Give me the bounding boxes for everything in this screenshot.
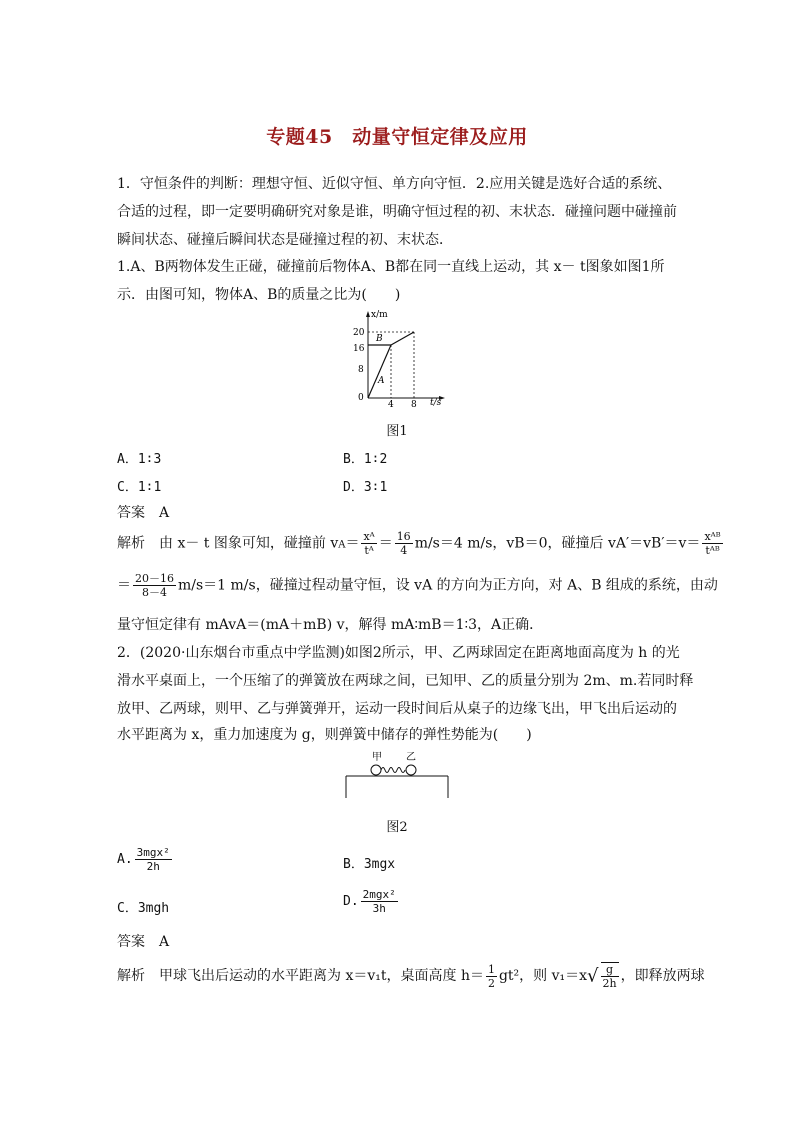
q1-analysis-p1-pre: 解析 由 x－ t 图象可知，碰撞前 v — [117, 535, 339, 552]
label-yi: 乙 — [406, 752, 416, 763]
q1-option-c: C．1∶1 — [117, 480, 162, 495]
page-title: 专题45 动量守恒定律及应用 — [266, 126, 528, 148]
q2-stem-line2: 滑水平桌面上，一个压缩了的弹簧放在两球之间，已知甲、乙的质量分别为 2m、m.若同时释 — [117, 673, 694, 689]
line-AB-after — [391, 332, 414, 345]
y-tick-8: 8 — [358, 365, 364, 375]
q1-analysis-p2-post: m/s＝1 m/s，碰撞过程动量守恒，设 vA 的方向为正方向，对 A、B 组成的系统，由动 — [178, 577, 718, 594]
figure1-xt-graph — [350, 308, 450, 408]
label-A: A — [378, 376, 385, 386]
q2-analysis-line1: 解析 甲球飞出后运动的水平距离为 x＝v₁t，桌面高度 h＝ $\frac{1}{2}$ gt²，则 v₁＝x√ $\frac{g}{2h}$ ，即释放两球 — [117, 962, 705, 990]
q2-frac-sqrt: $\frac{g}{2h}$ — [602, 963, 617, 990]
q1-frac-xa-ta: $\frac{\text{xᴬ}}{\text{tᴬ}}$ — [363, 530, 375, 557]
q1-frac-16-4: $\frac{16}{4}$ — [396, 530, 411, 557]
x-tick-8: 8 — [411, 400, 417, 408]
ball-jia — [371, 765, 381, 775]
q1-option-d: D．3∶1 — [343, 480, 388, 495]
y-tick-20: 20 — [353, 328, 365, 338]
figure1-caption: 图1 — [386, 424, 408, 439]
label-jia: 甲 — [372, 752, 382, 763]
q2-option-d: D. $\frac{\text{2mgx²}}{3h}$ — [343, 888, 396, 915]
figure2-table-springs — [340, 750, 455, 800]
q2-option-a: A. $\frac{\text{3mgx²}}{2h}$ — [117, 846, 170, 873]
q1-answer: 答案 A — [117, 505, 170, 521]
sqrt-sign: √ — [587, 965, 599, 987]
x-tick-4: 4 — [388, 400, 394, 408]
figure2-caption: 图2 — [386, 820, 408, 835]
q2-stem-line1: 2．(2020·山东烟台市重点中学监测)如图2所示，甲、乙两球固定在距离地面高度为 h 的光 — [117, 645, 680, 661]
q1-analysis-line2: ＝ $\frac{20-16}{8-4}$ m/s＝1 m/s，碰撞过程动量守恒，设 vA 的方向为正方向，对 A、B 组成的系统，由动 — [117, 572, 718, 599]
q1-option-b: B．1∶2 — [343, 452, 388, 467]
y-axis-label: x/m — [371, 310, 388, 320]
q1-frac-xab-tab: $\frac{\text{xᴬᴮ}}{\text{tᴬᴮ}}$ — [704, 530, 721, 557]
q2-option-d-frac: $\frac{\text{2mgx²}}{3h}$ — [362, 888, 396, 915]
q2-option-a-frac: $\frac{\text{3mgx²}}{2h}$ — [136, 846, 170, 873]
q1-analysis-p1-post: m/s＝4 m/s，vB＝0，碰撞后 vA′＝vB′＝v＝ — [414, 535, 701, 552]
compressed-spring — [381, 768, 405, 773]
ball-yi — [406, 765, 416, 775]
q1-frac-velocity: $\frac{20-16}{8-4}$ — [135, 572, 174, 599]
label-B: B — [376, 334, 383, 344]
q2-stem-line4: 水平距离为 x，重力加速度为 g，则弹簧中储存的弹性势能为( ) — [117, 727, 532, 743]
q1-option-a: A．1∶3 — [117, 452, 162, 467]
line-A-before — [368, 345, 391, 398]
q1-stem-line1: 1.A、B两物体发生正碰，碰撞前后物体A、B都在同一直线上运动，其 x－ t图象如图1所 — [117, 259, 665, 275]
q2-frac-half: $\frac{1}{2}$ — [487, 962, 495, 990]
q1-analysis-line1: 解析 由 x－ t 图象可知，碰撞前 vA＝ $\frac{\text{xᴬ}}{\text{tᴬ}}$ ＝ $\frac{16}{4}$ m/s＝4 m/s，vB＝0，碰撞后 vA′＝vB′＝v＝ $\frac{\text{xᴬᴮ}}{\text{tᴬᴮ}}$ — [117, 530, 721, 557]
q2-option-b: B．3mgx — [343, 857, 396, 872]
y-tick-0: 0 — [358, 393, 364, 403]
q1-stem-line2: 示．由图可知，物体A、B的质量之比为( ) — [117, 287, 401, 303]
q2-option-c: C．3mgh — [117, 901, 170, 916]
x-axis-label: t/s — [430, 398, 442, 408]
y-tick-16: 16 — [353, 344, 365, 354]
q2-answer: 答案 A — [117, 934, 170, 950]
q1-analysis-line3: 量守恒定律有 mAvA＝(mA＋mB) v，解得 mA∶mB＝1∶3，A正确． — [117, 617, 544, 633]
q2-stem-line3: 放甲、乙两球，则甲、乙与弹簧弹开，运动一段时间后从桌子的边缘飞出，甲飞出后运动的 — [117, 701, 677, 717]
intro-paragraph: 1．守恒条件的判断：理想守恒、近似守恒、单方向守恒．2.应用关键是选好合适的系统、合适的过程，即一定要明确研究对象是谁，明确守恒过程的初、末状态．碰撞问题中碰撞前瞬间状态、碰撞后瞬间状态是碰撞过程的初、末状态． — [117, 176, 677, 248]
